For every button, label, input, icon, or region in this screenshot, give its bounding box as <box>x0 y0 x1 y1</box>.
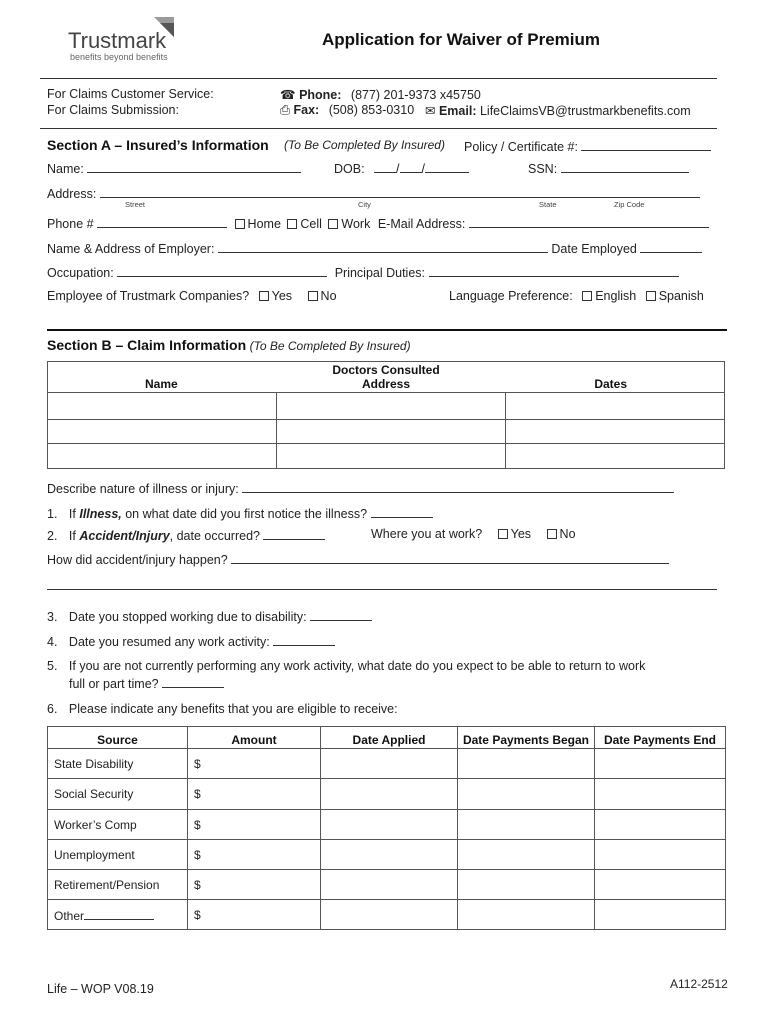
q4-text: Date you resumed any work activity: <box>68 635 270 649</box>
state-hint: State <box>539 200 557 209</box>
benefit-end-cell[interactable] <box>595 840 726 870</box>
table-row <box>48 749 726 779</box>
benefit-began-cell[interactable] <box>458 749 595 779</box>
language-label: Language Preference: <box>449 289 573 303</box>
benefit-date-applied-cell[interactable] <box>321 900 458 930</box>
benefit-began-cell[interactable] <box>458 900 595 930</box>
dob-month-input[interactable] <box>374 160 396 173</box>
city-hint: City <box>358 200 371 209</box>
table-row <box>48 870 726 900</box>
footer-version: Life – WOP V08.19 <box>47 982 154 996</box>
doctor-name-cell[interactable] <box>48 444 277 469</box>
at-work-no-checkbox[interactable] <box>547 529 557 539</box>
q3-input[interactable] <box>310 608 372 621</box>
address-label: Address: <box>47 187 97 201</box>
benefit-began-cell[interactable] <box>458 870 595 900</box>
benefit-amount-cell[interactable]: $ <box>188 900 321 930</box>
benefit-amount-cell[interactable]: $ <box>188 870 321 900</box>
doctor-name-cell[interactable] <box>48 420 277 444</box>
cell-label: Cell <box>300 217 322 231</box>
fax-value: (508) 853-0310 <box>328 103 415 117</box>
q5-text-line1: If you are not currently performing any work activity, what date do you expect to be able to return to work <box>68 659 646 673</box>
home-label: Home <box>247 217 281 231</box>
ssn-field <box>528 160 689 176</box>
benefit-end-cell[interactable] <box>595 810 726 840</box>
benefit-source-cell: Unemployment <box>48 840 188 870</box>
benefit-end-cell[interactable] <box>595 779 726 810</box>
doctors-table <box>47 361 725 469</box>
date-employed-input[interactable] <box>640 240 702 253</box>
benefit-end-cell[interactable] <box>595 900 726 930</box>
logo-tagline: benefits beyond benefits <box>70 52 168 62</box>
header-divider <box>40 78 717 79</box>
doctor-address-cell[interactable] <box>277 444 506 469</box>
section-b-heading <box>47 337 411 353</box>
q1-number: 1. <box>47 507 58 521</box>
benefit-amount-cell[interactable]: $ <box>188 779 321 810</box>
section-b-divider <box>47 329 727 331</box>
section-b-title: Section B – Claim Information <box>47 337 247 353</box>
other-input[interactable] <box>84 907 154 920</box>
q2-if: If <box>68 529 76 543</box>
logo-name: Trustmark <box>68 28 167 53</box>
employee-label: Employee of Trustmark Companies? <box>47 289 250 303</box>
phone-icon: ☎ <box>280 88 296 102</box>
ssn-input[interactable] <box>561 160 689 173</box>
benefit-began-cell[interactable] <box>458 779 595 810</box>
occupation-field <box>47 264 679 280</box>
policy-input[interactable] <box>581 138 711 151</box>
name-input[interactable] <box>87 160 301 173</box>
q2-number: 2. <box>47 529 58 543</box>
ssn-label: SSN: <box>528 162 558 176</box>
phone-value: (877) 201-9373 x45750 <box>350 88 481 102</box>
question-1 <box>47 505 433 521</box>
dob-field: DOB: / / <box>334 160 469 176</box>
doctor-name-cell[interactable] <box>48 393 277 420</box>
claims-service-label: For Claims Customer Service: <box>47 87 214 101</box>
benefits-col-date-applied: Date Applied <box>321 727 458 749</box>
benefits-col-payments-end: Date Payments End <box>595 727 726 749</box>
cell-checkbox[interactable] <box>287 219 297 229</box>
q1-if: If <box>68 507 76 521</box>
home-checkbox[interactable] <box>235 219 245 229</box>
table-row <box>48 779 726 810</box>
at-work-yes-checkbox[interactable] <box>498 529 508 539</box>
table-row <box>48 420 725 444</box>
question-4 <box>47 633 335 649</box>
at-work-label: Where you at work? <box>371 527 483 541</box>
phone-number-input[interactable] <box>97 215 227 228</box>
spanish-checkbox[interactable] <box>646 291 656 301</box>
policy-field <box>464 138 711 154</box>
q1-input[interactable] <box>371 505 433 518</box>
fax-icon: ⎙ <box>280 103 291 117</box>
occupation-label: Occupation: <box>47 266 114 280</box>
language-preference <box>449 289 704 303</box>
q1-text: on what date did you first notice the illness? <box>125 507 368 521</box>
benefits-col-amount: Amount <box>188 727 321 749</box>
q3-number: 3. <box>47 610 58 624</box>
date-employed-label: Date Employed <box>551 242 637 256</box>
describe-label: Describe nature of illness or injury: <box>47 482 239 496</box>
english-checkbox[interactable] <box>582 291 592 301</box>
table-row <box>48 444 725 469</box>
doctors-table-header <box>48 362 725 393</box>
phone-field <box>47 215 709 231</box>
q4-number: 4. <box>47 635 58 649</box>
policy-label: Policy / Certificate #: <box>464 140 578 154</box>
dob-label: DOB: <box>334 162 365 176</box>
q6-number: 6. <box>47 702 58 716</box>
doctor-dates-cell[interactable] <box>506 393 725 420</box>
mail-icon: ✉ <box>425 104 436 118</box>
benefit-end-cell[interactable] <box>595 870 726 900</box>
doctors-col-address: Address <box>361 377 411 391</box>
claims-submission-label: For Claims Submission: <box>47 103 179 117</box>
describe-input[interactable] <box>242 480 674 493</box>
q6-text: Please indicate any benefits that you are eligible to receive: <box>68 702 398 716</box>
table-row <box>48 393 725 420</box>
phone-contact <box>280 87 481 102</box>
section-a-title: Section A – Insured’s Information <box>47 137 269 153</box>
page-title: Application for Waiver of Premium <box>322 30 601 49</box>
q5-input[interactable] <box>162 675 224 688</box>
dob-day-input[interactable] <box>400 160 422 173</box>
other-label: Other <box>54 908 85 923</box>
principal-duties-label: Principal Duties: <box>334 266 426 280</box>
principal-duties-input[interactable] <box>429 264 679 277</box>
employee-yes-checkbox[interactable] <box>259 291 269 301</box>
employee-question <box>47 289 337 303</box>
name-label: Name: <box>47 162 84 176</box>
name-field <box>47 160 301 176</box>
work-checkbox[interactable] <box>328 219 338 229</box>
employer-input[interactable] <box>218 240 548 253</box>
benefits-col-payments-began: Date Payments Began <box>458 727 595 749</box>
zip-hint: Zip Code <box>614 200 645 209</box>
english-label: English <box>595 289 637 303</box>
benefit-date-applied-cell[interactable] <box>321 840 458 870</box>
phone-number-label: Phone # <box>47 217 94 231</box>
at-work-yes-label: Yes <box>510 527 532 541</box>
question-3 <box>47 608 372 624</box>
benefit-amount-cell[interactable]: $ <box>188 840 321 870</box>
table-row <box>48 810 726 840</box>
benefit-amount-cell[interactable]: $ <box>188 749 321 779</box>
dob-year-input[interactable] <box>425 160 469 173</box>
benefit-source-cell: Worker’s Comp <box>48 810 188 840</box>
how-happened-field <box>47 551 669 567</box>
email-value[interactable]: LifeClaimsVB@trustmarkbenefits.com <box>479 104 691 118</box>
phone-label: Phone: <box>299 88 342 102</box>
section-b-note: (To Be Completed By Insured) <box>249 339 411 353</box>
benefit-source-cell: State Disability <box>48 749 188 779</box>
employer-label: Name & Address of Employer: <box>47 242 215 256</box>
how-happened-label: How did accident/injury happen? <box>47 553 228 567</box>
question-5 <box>47 659 645 673</box>
at-work-question <box>371 527 576 541</box>
benefit-date-applied-cell[interactable] <box>321 749 458 779</box>
benefit-date-applied-cell[interactable] <box>321 779 458 810</box>
benefit-end-cell[interactable] <box>595 749 726 779</box>
benefits-table <box>47 726 726 930</box>
email-label: Email: <box>438 104 477 118</box>
benefit-source-cell: Retirement/Pension <box>48 870 188 900</box>
doctor-dates-cell[interactable] <box>506 420 725 444</box>
table-row <box>48 900 726 930</box>
email-address-input[interactable] <box>469 215 709 228</box>
work-label: Work <box>341 217 371 231</box>
footer-form-number: A112-2512 <box>670 977 728 991</box>
email-contact <box>425 103 691 118</box>
street-hint: Street <box>125 200 146 209</box>
employee-yes-label: Yes <box>271 289 293 303</box>
how-happened-input[interactable] <box>231 551 669 564</box>
doctor-dates-cell[interactable] <box>506 444 725 469</box>
question-5-cont <box>69 675 224 691</box>
doctor-address-cell[interactable] <box>277 420 506 444</box>
employer-field <box>47 240 702 256</box>
q2-accident: Accident/Injury <box>79 529 170 543</box>
fax-label: Fax: <box>293 103 320 117</box>
claim-divider <box>47 589 717 590</box>
address-input[interactable] <box>100 185 700 198</box>
doctor-address-cell[interactable] <box>277 393 506 420</box>
section-a-note: (To Be Completed By Insured) <box>284 138 445 152</box>
q1-illness: Illness, <box>79 507 122 521</box>
doctors-col-dates: Dates <box>594 377 628 391</box>
email-address-label: E-Mail Address: <box>377 217 466 231</box>
q2-text: , date occurred? <box>169 529 260 543</box>
question-2 <box>47 527 325 543</box>
q3-text: Date you stopped working due to disability: <box>68 610 307 624</box>
benefit-amount-cell[interactable]: $ <box>188 810 321 840</box>
benefit-began-cell[interactable] <box>458 840 595 870</box>
describe-field <box>47 480 674 496</box>
benefit-source-cell <box>48 900 188 930</box>
q2-input[interactable] <box>263 527 325 540</box>
benefit-date-applied-cell[interactable] <box>321 870 458 900</box>
q5-number: 5. <box>47 659 58 673</box>
employee-no-label: No <box>320 289 337 303</box>
contact-divider <box>40 128 717 129</box>
fax-contact <box>280 103 414 118</box>
question-6 <box>47 702 398 716</box>
benefits-header-row <box>48 727 726 749</box>
benefit-source-cell: Social Security <box>48 779 188 810</box>
benefit-date-applied-cell[interactable] <box>321 810 458 840</box>
address-field <box>47 185 700 201</box>
employee-no-checkbox[interactable] <box>308 291 318 301</box>
benefits-col-source: Source <box>48 727 188 749</box>
table-row <box>48 840 726 870</box>
q5-text-line2: full or part time? <box>69 677 159 691</box>
q4-input[interactable] <box>273 633 335 646</box>
occupation-input[interactable] <box>117 264 327 277</box>
doctors-title: Doctors Consulted <box>332 363 440 377</box>
spanish-label: Spanish <box>658 289 704 303</box>
at-work-no-label: No <box>559 527 576 541</box>
benefit-began-cell[interactable] <box>458 810 595 840</box>
doctors-col-name: Name <box>144 377 178 391</box>
